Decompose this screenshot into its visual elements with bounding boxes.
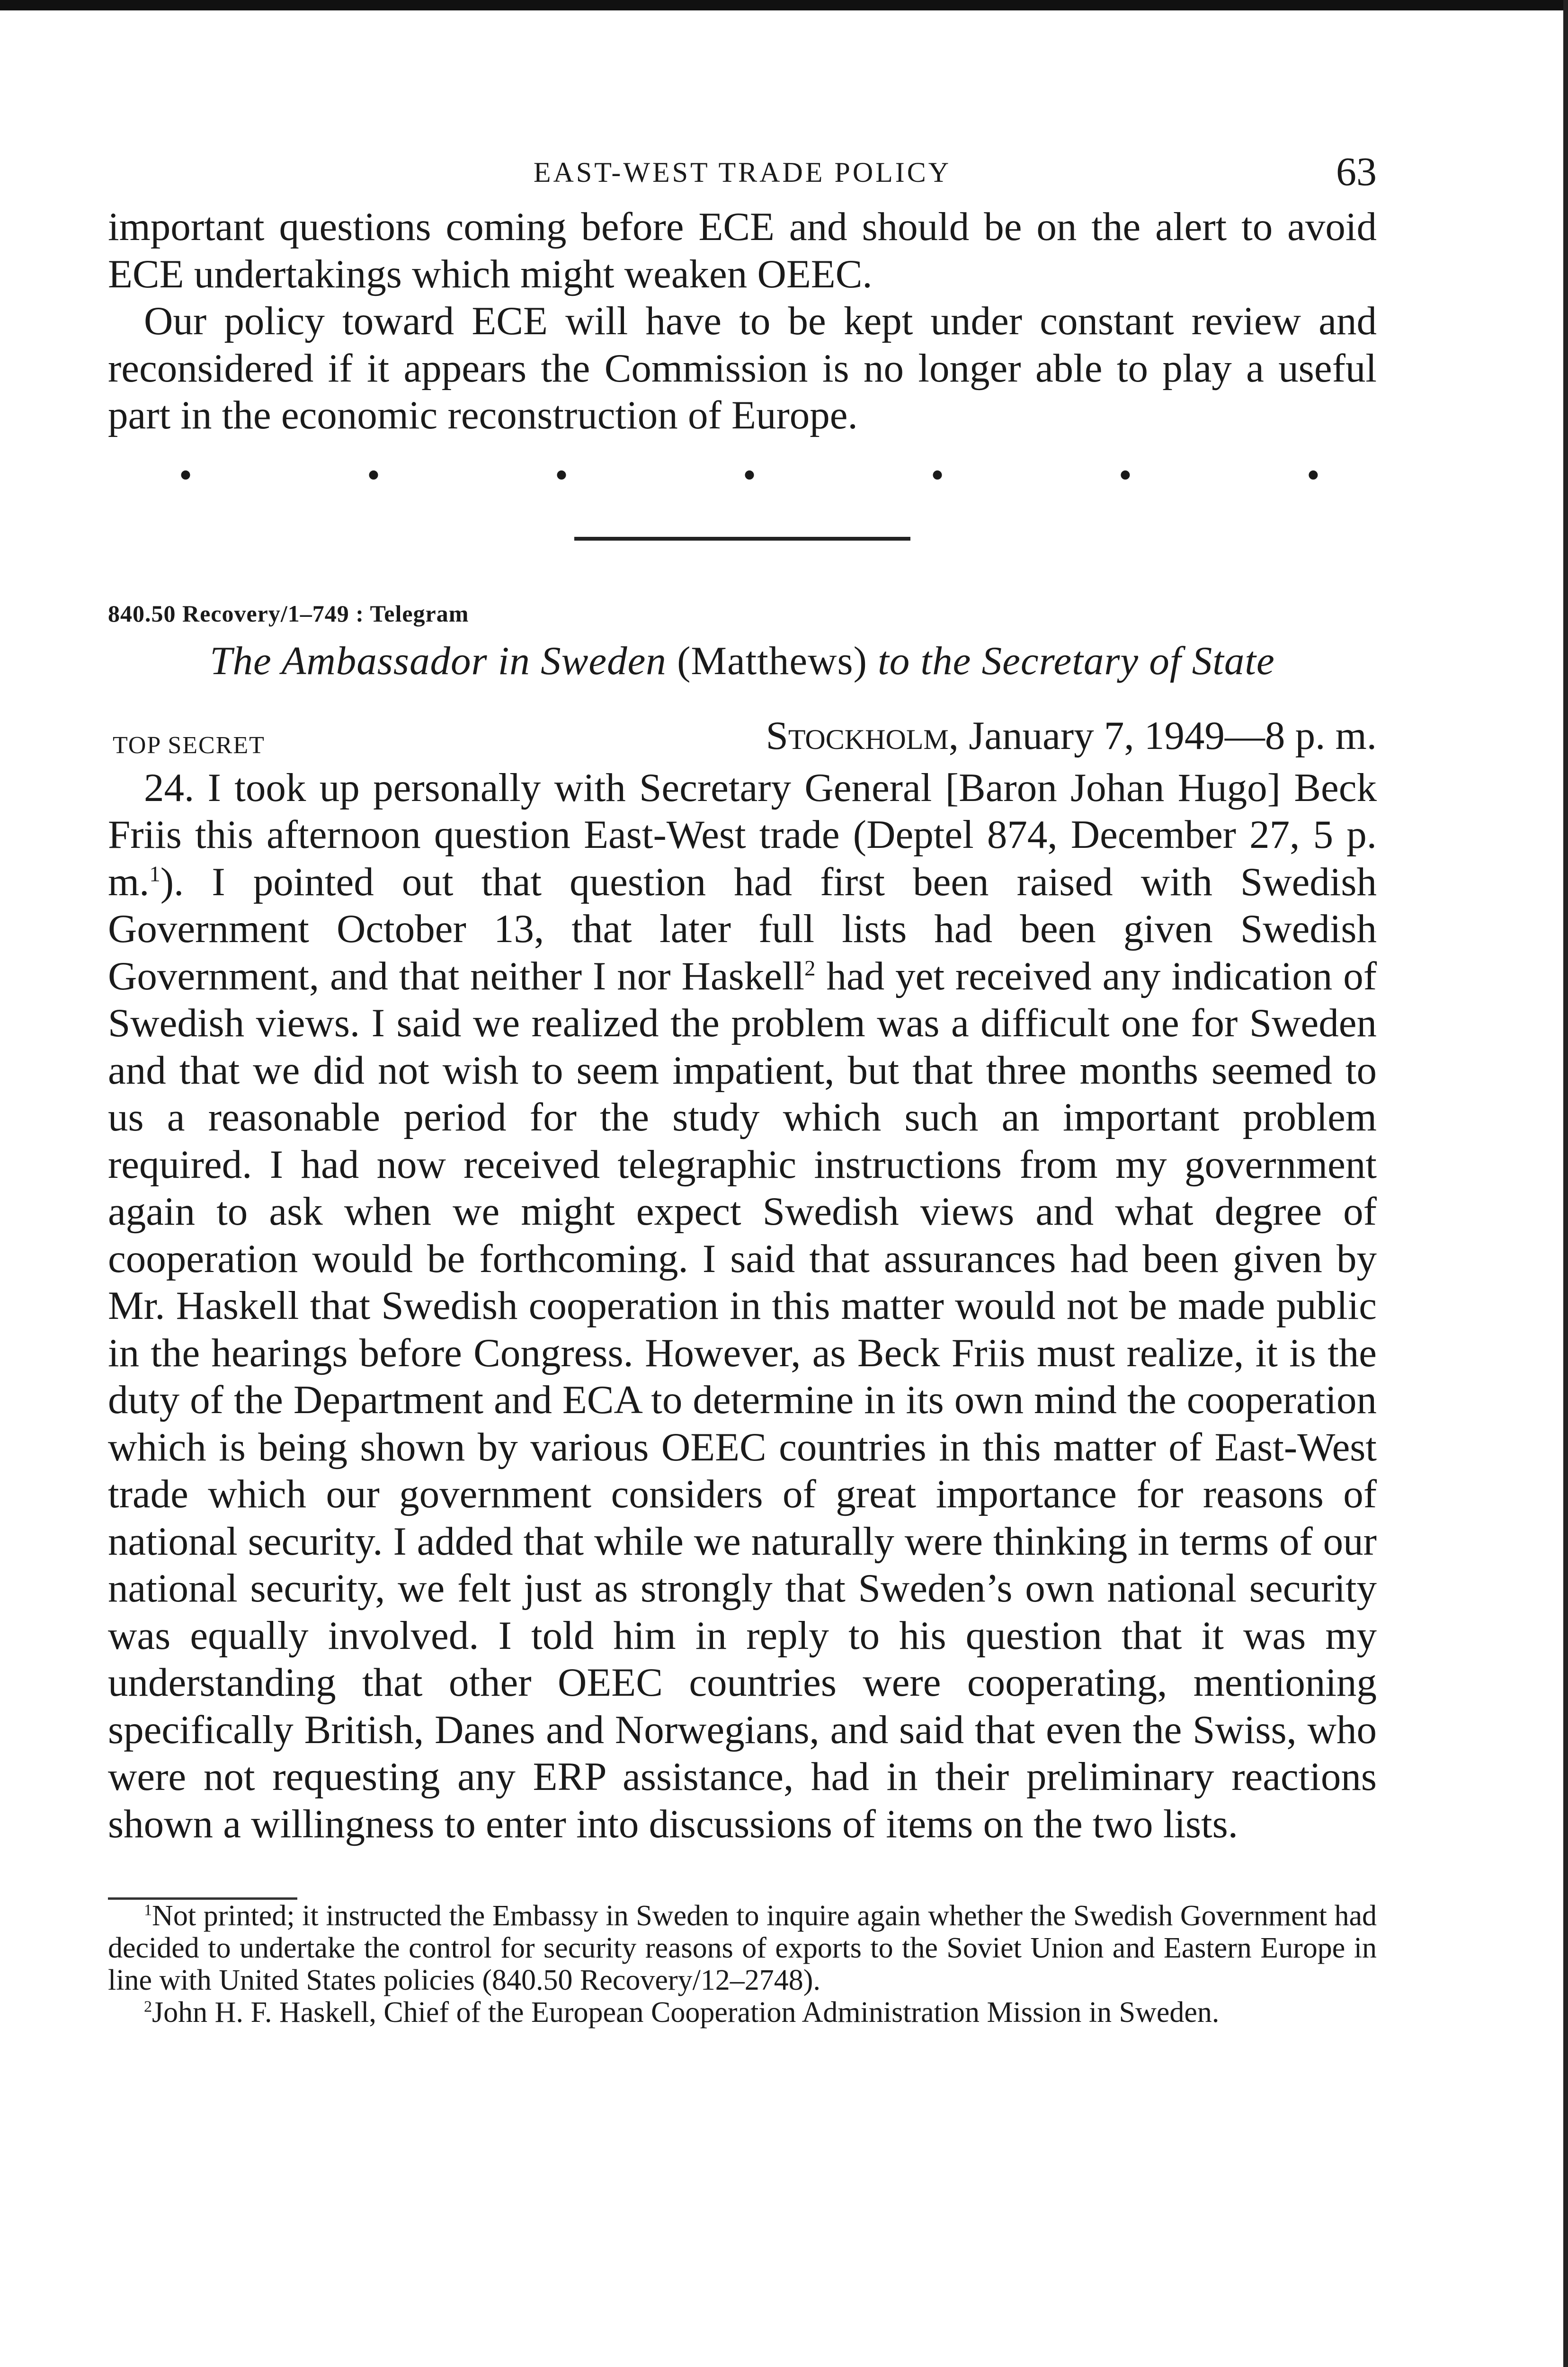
- document-title-part2: to the Secretary of State: [878, 638, 1275, 683]
- footnote-ref-1: 1: [149, 862, 160, 887]
- ellipsis-dot: •: [179, 454, 193, 496]
- body-part-2: ). I pointed out that question had first been raised with Swedish Government October 13, that later full lists had been given Swedish Government, and that neither I nor Haskell: [108, 859, 1377, 998]
- body-part-1: 24. I took up personally with Secretary General [Baron Johan Hugo] Beck Friis this afternoon question East-West trade (Deptel 874, December 27, 5 p. m.: [108, 765, 1377, 904]
- footnote-text: John H. F. Haskell, Chief of the European Cooperation Administration Mission in Sweden.: [152, 1996, 1220, 2029]
- footnote-ref-2: 2: [804, 956, 816, 981]
- footnote-text: Not printed; it instructed the Embassy in Sweden to inquire again whether the Swedish Government had decided to undertake the control for security reasons of exports to the Soviet Union and Eastern Europe in line with United States policies (840.50 Recovery/12–2748).: [108, 1900, 1377, 1996]
- omission-ellipsis: [108, 440, 1377, 511]
- running-title: EAST-WEST TRADE POLICY: [533, 157, 952, 188]
- ellipsis-dot: •: [742, 454, 756, 496]
- right-border-rule: [1563, 0, 1568, 2367]
- document-title-part1: The Ambassador in Sweden: [210, 638, 667, 683]
- footnote-marker: 2: [144, 1998, 152, 2016]
- page-number: 63: [1336, 149, 1377, 194]
- ellipsis-dot: •: [1306, 454, 1320, 496]
- classification-label: TOP SECRET: [113, 731, 265, 759]
- place-date: [766, 712, 1377, 759]
- document-title-paren: (Matthews): [677, 638, 867, 683]
- ellipsis-dot: •: [554, 454, 568, 496]
- ellipsis-dot: •: [366, 454, 380, 496]
- document-title: [108, 638, 1377, 684]
- footnote-marker: 1: [144, 1901, 152, 1919]
- footnote-1: [108, 1900, 1377, 1996]
- place: Stockholm,: [766, 713, 959, 758]
- date: January 7, 1949—8 p. m.: [969, 713, 1377, 758]
- continuation-paragraph: important questions coming before ECE and should be on the alert to avoid ECE undertakings which might weaken OEEC.: [108, 205, 1377, 296]
- policy-paragraph: Our policy toward ECE will have to be kept under constant review and reconsidered if it appears the Commission is no longer able to play a useful part in the economic reconstruction of Europe.: [108, 299, 1377, 437]
- ellipsis-dot: •: [1118, 454, 1132, 496]
- top-border-rule: [0, 0, 1568, 10]
- file-reference: 840.50 Recovery/1–749 : Telegram: [108, 600, 469, 627]
- ellipsis-dot: •: [930, 454, 944, 496]
- dateline: [108, 712, 1377, 765]
- body-part-3: had yet received any indication of Swedish views. I said we realized the problem was a difficult one for Sweden and that we did not wish to seem impatient, but that three months seemed to us a reasonable period for the study which such an important problem required. I had now received telegraphic instructions from my government again to ask when we might expect Swedish views and what degree of cooperation would be forthcoming. I said that assurances had been given by Mr. Haskell that Swedish cooperation in this matter would not be made public in the hearings before Congress. However, as Beck Friis must realize, it is the duty of the Department and ECA to determine in its own mind the cooperation which is being shown by various OEEC countries in this matter of East-West trade which our government considers of great importance for reasons of national security. I added that while we naturally were thinking in terms of our national security, we felt just as strongly that Sweden’s own national security was equally involved. I told him in reply to his question that it was my understanding that other OEEC countries were cooperating, mentioning specifically British, Danes and Norwegians, and said that even the Swiss, who were not requesting any ERP assistance, had in their preliminary reactions shown a willingness to enter into discussions of items on the two lists.: [108, 953, 1377, 1846]
- document-page: [108, 137, 1377, 2029]
- running-head: [108, 137, 1377, 204]
- footnote-2: [108, 1996, 1377, 2029]
- section-divider: [574, 537, 910, 541]
- telegram-body: [108, 765, 1377, 1848]
